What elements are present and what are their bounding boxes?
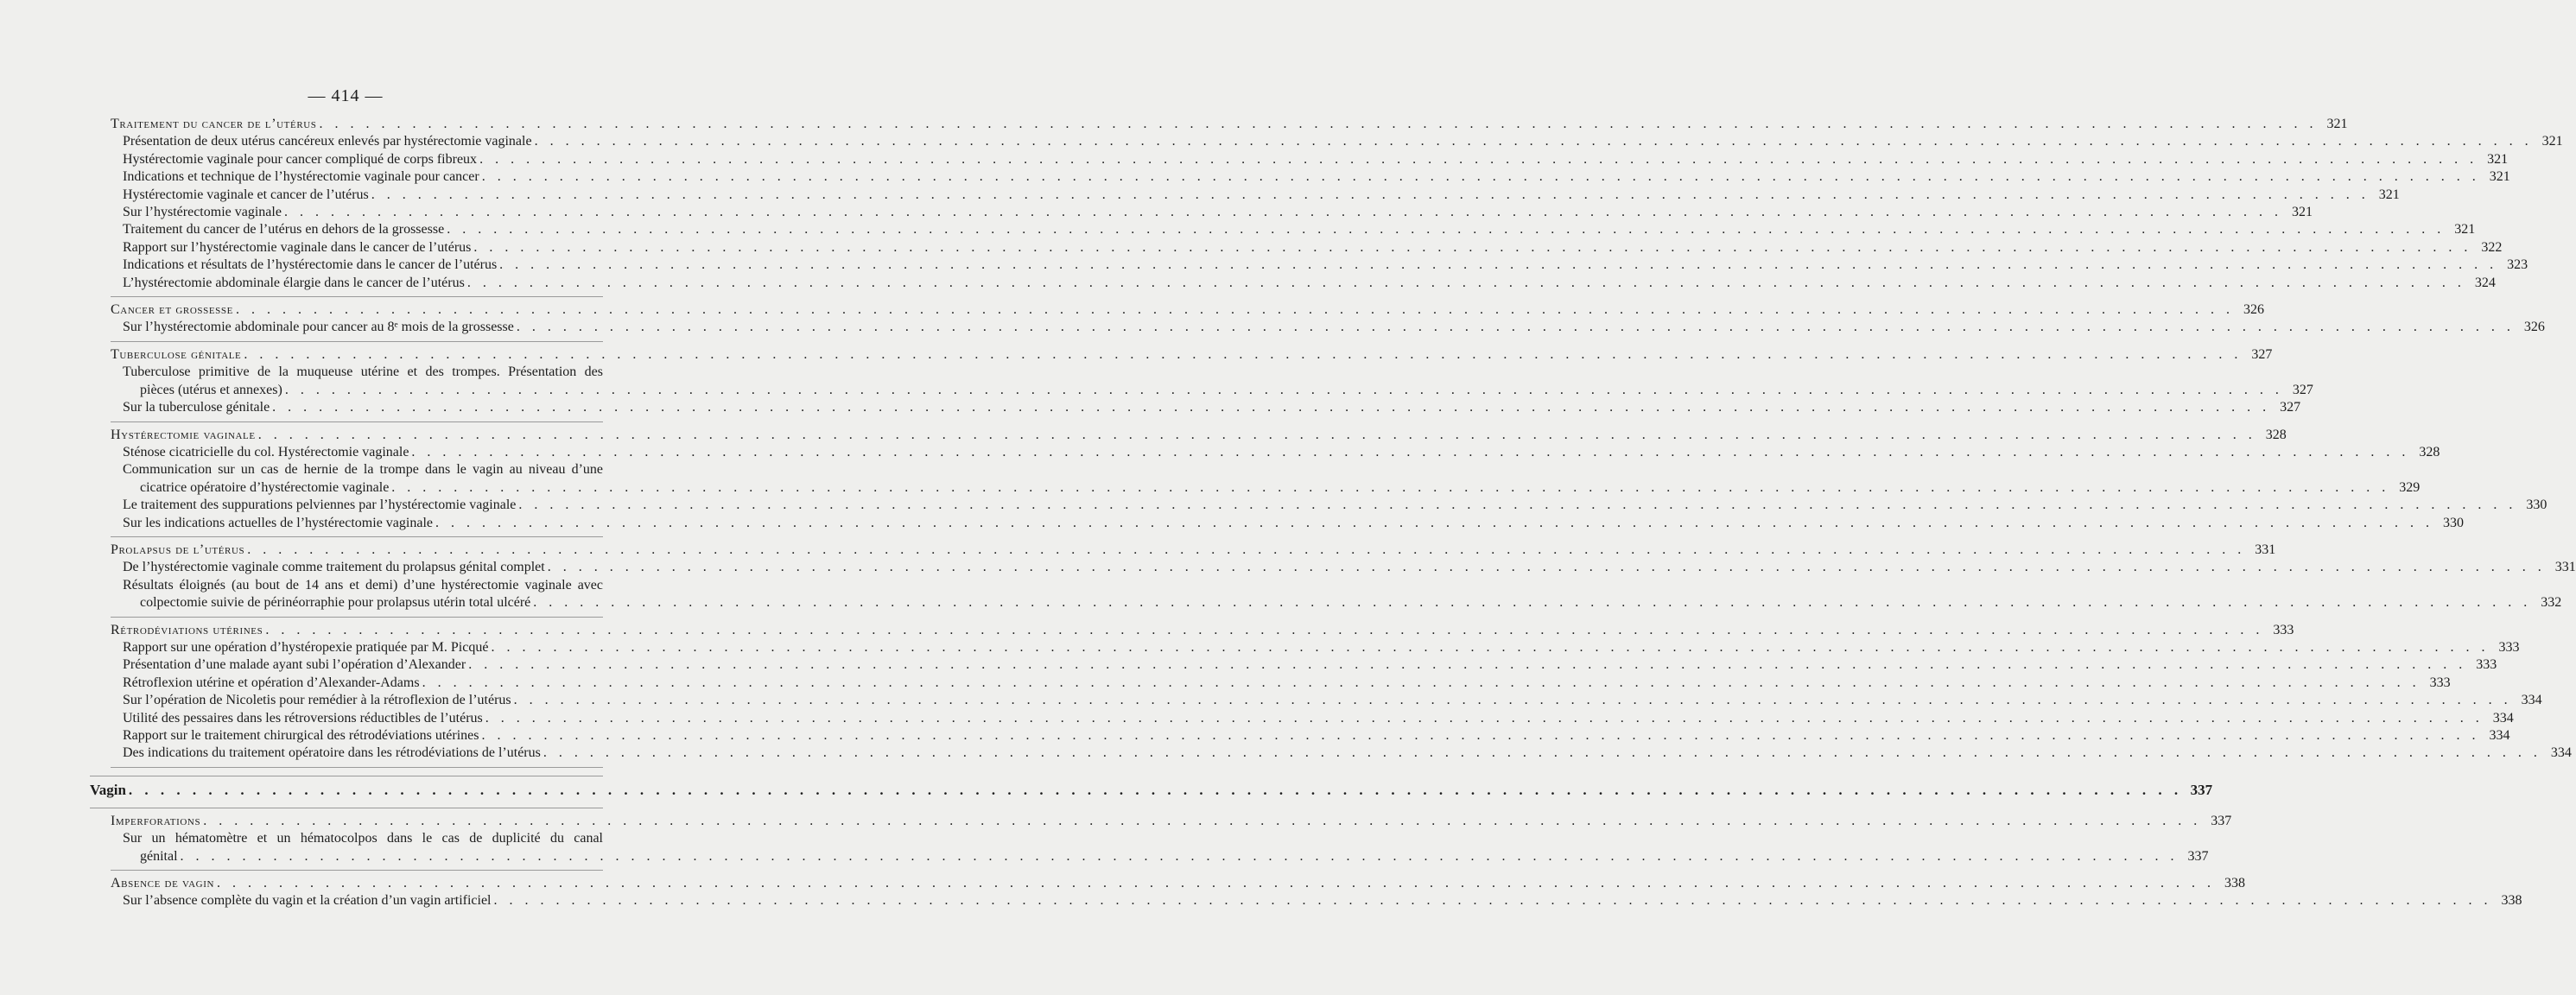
- toc-entry: [90, 710, 2514, 727]
- toc-label: Rétrodéviations utérines: [111, 622, 263, 637]
- toc-page-number: 337: [2187, 848, 2209, 864]
- toc-label: Sur l’hystérectomie abdominale pour cancer au 8ᵉ mois de la grossesse: [123, 320, 514, 335]
- toc-label: Sur l’opération de Nicoletis pour remédier à la rétroflexion de l’utérus: [123, 693, 511, 708]
- dot-leader: [265, 622, 2263, 639]
- divider: [111, 536, 603, 537]
- dot-leader: [543, 745, 2541, 762]
- toc-entry: [90, 515, 2464, 532]
- toc-page-number: 328: [2419, 444, 2440, 459]
- toc-chapter: [90, 781, 2213, 800]
- toc-page-number: 323: [2507, 257, 2528, 273]
- toc-page-number: 333: [2273, 622, 2294, 637]
- dot-leader: [258, 427, 2256, 444]
- toc-entry: [90, 848, 2209, 865]
- toc-label: cicatrice opératoire d’hystérectomie vaginale: [140, 479, 390, 495]
- dot-leader: [247, 542, 2245, 559]
- toc-label: pièces (utérus et annexes): [140, 382, 282, 397]
- dot-leader: [422, 675, 2421, 692]
- dot-leader: [517, 319, 2515, 336]
- toc-label: Présentation de deux utérus cancéreux enlevés par hystérectomie vaginale: [123, 134, 532, 149]
- toc-entry: [90, 594, 2562, 612]
- toc-label: Vagin: [90, 781, 126, 798]
- toc-entry: [90, 639, 2520, 656]
- toc-entry: [90, 221, 2476, 238]
- toc-label: Absence de vagin: [111, 876, 215, 891]
- toc-label: Rétroflexion utérine et opération d’Alexander-Adams: [123, 675, 420, 690]
- toc-section-heading: [90, 622, 2294, 639]
- toc-entry: [90, 187, 2400, 204]
- toc-page-number: 329: [2399, 479, 2421, 495]
- divider: [111, 870, 603, 871]
- divider: [111, 341, 603, 342]
- toc-label: Rapport sur le traitement chirurgical des rétrodéviations utérines: [123, 728, 479, 743]
- toc-label: De l’hystérectomie vaginale comme traitement du prolapsus génital complet: [123, 560, 545, 575]
- toc-page-number: 321: [2489, 169, 2510, 185]
- toc-label: Indications et technique de l’hystérectomie vaginale pour cancer: [123, 169, 479, 185]
- toc-page-number: 321: [2487, 151, 2509, 167]
- toc-page-number: 338: [2501, 893, 2522, 909]
- dot-leader: [391, 479, 2389, 497]
- toc-entry-line: Sur un hématomètre et un hématocolpos dans le cas de duplicité du canal: [123, 831, 603, 846]
- toc-label: Des indications du traitement opératoire dans les rétrodéviations de l’utérus: [123, 745, 541, 761]
- toc-label: Utilité des pessaires dans les rétroversions réductibles de l’utérus: [123, 710, 483, 726]
- toc-label: Sur les indications actuelles de l’hystérectomie vaginale: [123, 515, 433, 530]
- dot-leader: [320, 116, 2318, 133]
- toc-entry: [90, 204, 2313, 221]
- dot-leader: [518, 497, 2516, 514]
- toc-label: Cancer et grossesse: [111, 302, 233, 318]
- toc-section-heading: [90, 301, 2264, 319]
- toc-label: Hystérectomie vaginale: [111, 427, 256, 442]
- toc-page-number: 324: [2474, 275, 2496, 290]
- dot-leader: [467, 275, 2465, 292]
- dot-leader: [533, 594, 2531, 612]
- toc-label: Indications et résultats de l’hystérectomie dans le cancer de l’utérus: [123, 257, 498, 273]
- toc-page-number: 321: [2378, 187, 2400, 202]
- dot-leader: [203, 813, 2201, 830]
- dot-leader: [236, 301, 2234, 319]
- toc-page-number: 334: [2492, 710, 2514, 726]
- toc-page-number: 333: [2429, 675, 2451, 690]
- dot-leader: [485, 710, 2484, 727]
- toc-label: Rapport sur l’hystérectomie vaginale dans le cancer de l’utérus: [123, 239, 472, 255]
- toc-entry-line: Communication sur un cas de hernie de la trompe dans le vagin au niveau d’une: [123, 462, 603, 478]
- toc-page-number: 321: [2454, 222, 2476, 238]
- toc-page-number: 321: [2291, 205, 2313, 220]
- toc-page-number: 327: [2280, 400, 2301, 415]
- toc-label: génital: [140, 848, 178, 864]
- toc-label: Sur l’hystérectomie vaginale: [123, 205, 282, 220]
- toc-entry: [90, 151, 2509, 168]
- toc-entry: [90, 257, 2528, 274]
- toc-entry: [90, 382, 2313, 399]
- toc-entry: [90, 239, 2503, 257]
- toc-label: colpectomie suivie de périnéorraphie pour prolapsus utérin total ulcéré: [140, 595, 531, 611]
- toc-label: Traitement du cancer de l’utérus: [111, 117, 317, 131]
- divider: [111, 296, 603, 297]
- table-of-contents: [90, 116, 2576, 910]
- toc-label: Le traitement des suppurations pelviennes par l’hystérectomie vaginale: [123, 498, 517, 513]
- dot-leader: [499, 257, 2497, 274]
- toc-page-number: 333: [2498, 639, 2520, 655]
- toc-page-number: 332: [2541, 595, 2562, 611]
- toc-entry: [90, 399, 2301, 416]
- toc-page-number: 338: [2224, 876, 2246, 891]
- dot-leader: [181, 848, 2179, 865]
- toc-entry: [90, 692, 2542, 709]
- toc-entry: [90, 479, 2421, 497]
- toc-label: Rapport sur une opération d’hystéropexie pratiquée par M. Picqué: [123, 639, 489, 655]
- dot-leader: [479, 151, 2478, 168]
- divider: [111, 617, 603, 618]
- toc-section-heading: [90, 542, 2276, 559]
- toc-entry: [90, 168, 2510, 186]
- toc-label: Sur l’absence complète du vagin et la création d’un vagin artificiel: [123, 893, 492, 909]
- toc-label: Imperforations: [111, 813, 201, 828]
- dot-leader: [217, 875, 2215, 892]
- toc-entry: [90, 275, 2496, 292]
- dot-leader: [447, 221, 2445, 238]
- toc-section-heading: [90, 116, 2348, 133]
- dot-leader: [491, 639, 2489, 656]
- dot-leader: [435, 515, 2433, 532]
- dot-leader: [272, 399, 2270, 416]
- toc-page-number: 337: [2211, 813, 2232, 828]
- toc-label: Prolapsus de l’utérus: [111, 542, 245, 557]
- toc-page-number: 327: [2251, 346, 2273, 362]
- toc-entry-line: Tuberculose primitive de la muqueuse utérine et des trompes. Présentation des: [123, 364, 603, 380]
- toc-page-number: 321: [2541, 134, 2563, 149]
- toc-section-heading: [90, 346, 2273, 364]
- toc-page-number: 327: [2292, 382, 2313, 397]
- toc-entry-line: Résultats éloignés (au bout de 14 ans et demi) d’une hystérectomie vaginale avec: [123, 577, 603, 593]
- toc-label: Hystérectomie vaginale et cancer de l’utérus: [123, 187, 369, 202]
- toc-page-number: 321: [2326, 117, 2348, 131]
- toc-entry: [90, 727, 2510, 745]
- dot-leader: [411, 444, 2409, 461]
- toc-page-number: 331: [2255, 542, 2276, 557]
- toc-label: Hystérectomie vaginale pour cancer compliqué de corps fibreux: [123, 151, 478, 167]
- divider: [111, 421, 603, 422]
- toc-page-number: 330: [2443, 515, 2464, 530]
- toc-label: Sténose cicatricielle du col. Hystérectomie vaginale: [123, 444, 409, 459]
- dot-leader: [371, 187, 2370, 204]
- toc-label: Sur la tuberculose génitale: [123, 400, 270, 415]
- dot-leader: [494, 892, 2492, 909]
- dot-leader: [482, 168, 2480, 186]
- toc-entry: [90, 319, 2545, 336]
- dot-leader: [473, 239, 2471, 257]
- toc-entry: [90, 559, 2576, 576]
- toc-page-number: 322: [2481, 239, 2503, 255]
- toc-entry: [90, 892, 2522, 909]
- dot-leader: [535, 133, 2533, 150]
- dot-leader: [548, 559, 2546, 576]
- toc-page-number: 328: [2265, 427, 2287, 442]
- toc-entry: [90, 656, 2497, 674]
- toc-page-number: 330: [2526, 498, 2547, 513]
- toc-page-number: 326: [2243, 302, 2264, 318]
- dot-leader: [129, 781, 2182, 800]
- toc-section-heading: [90, 813, 2232, 830]
- dot-leader: [284, 204, 2282, 221]
- toc-entry: [90, 745, 2572, 762]
- dot-leader: [481, 727, 2479, 745]
- toc-entry: [90, 675, 2451, 692]
- page-number: — 414 —: [308, 86, 384, 105]
- toc-page-number: 334: [2521, 693, 2542, 708]
- toc-entry: [90, 497, 2547, 514]
- dot-leader: [514, 692, 2512, 709]
- divider: [111, 767, 603, 768]
- toc-label: L’hystérectomie abdominale élargie dans le cancer de l’utérus: [123, 275, 465, 290]
- toc-page-number: 326: [2523, 320, 2545, 335]
- dot-leader: [468, 656, 2466, 674]
- toc-label: Tuberculose génitale: [111, 346, 242, 362]
- toc-label: Traitement du cancer de l’utérus en dehors de la grossesse: [123, 222, 445, 238]
- toc-label: Présentation d’une malade ayant subi l’opération d’Alexander: [123, 657, 466, 673]
- toc-entry: [90, 133, 2563, 150]
- toc-page-number: 334: [2489, 728, 2510, 743]
- toc-page-number: 331: [2554, 560, 2576, 575]
- toc-page-number: 333: [2476, 657, 2497, 673]
- dot-leader: [285, 382, 2283, 399]
- toc-section-heading: [90, 875, 2246, 892]
- dot-leader: [244, 346, 2242, 364]
- toc-section-heading: [90, 427, 2287, 444]
- toc-page-number: 334: [2550, 745, 2572, 761]
- toc-entry: [90, 444, 2440, 461]
- toc-page-number: 337: [2190, 781, 2213, 798]
